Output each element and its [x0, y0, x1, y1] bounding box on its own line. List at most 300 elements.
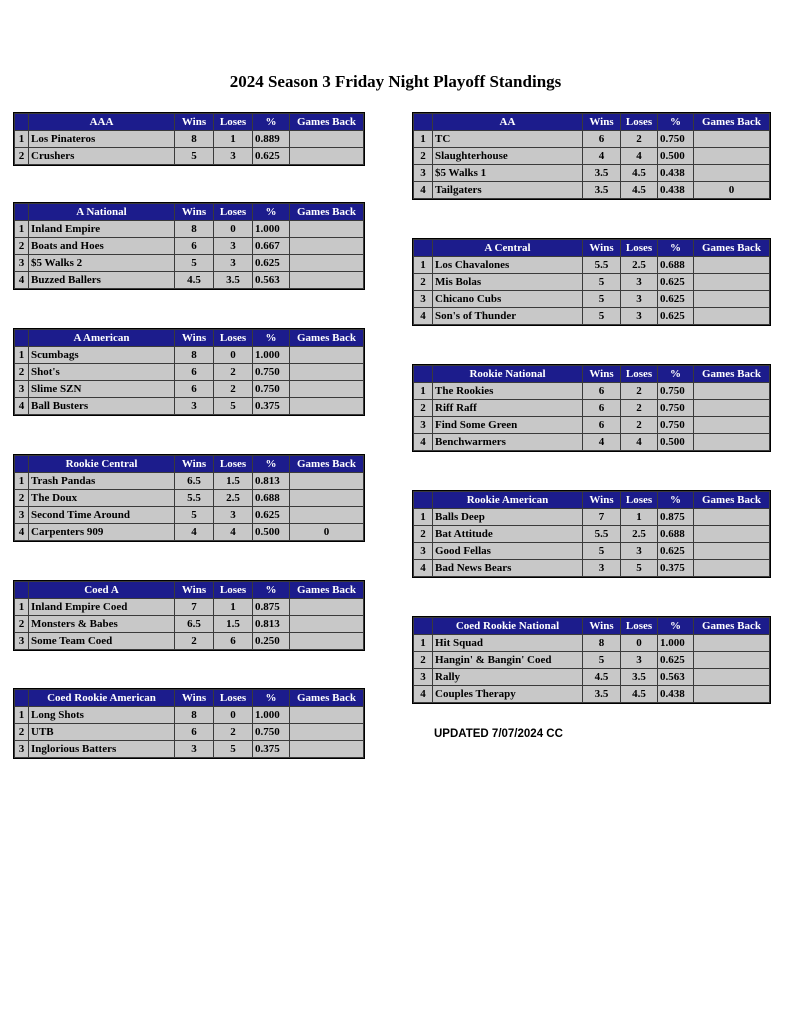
team-rank: 2: [15, 238, 29, 255]
loses-header: Loses: [621, 618, 658, 635]
team-games-back: [694, 165, 770, 182]
team-pct: 0.750: [658, 131, 694, 148]
team-rank: 3: [15, 741, 29, 758]
team-loses: 3.5: [621, 669, 658, 686]
team-loses: 2: [214, 724, 253, 741]
team-wins: 8: [175, 347, 214, 364]
division-name: A National: [29, 204, 175, 221]
team-pct: 0.563: [253, 272, 290, 289]
team-rank: 1: [414, 383, 433, 400]
division-name: Coed Rookie National: [433, 618, 583, 635]
team-games-back: [694, 257, 770, 274]
team-name: $5 Walks 1: [433, 165, 583, 182]
team-wins: 5: [583, 652, 621, 669]
team-name: Good Fellas: [433, 543, 583, 560]
table-row: [15, 473, 364, 490]
standings-table-aa: [413, 113, 770, 199]
team-rank: 3: [15, 381, 29, 398]
team-pct: 0.813: [253, 616, 290, 633]
team-name: Couples Therapy: [433, 686, 583, 703]
team-loses: 1: [621, 509, 658, 526]
team-wins: 5: [175, 507, 214, 524]
wins-header: Wins: [175, 582, 214, 599]
team-rank: 2: [15, 490, 29, 507]
table-row: [414, 257, 770, 274]
team-name: Some Team Coed: [29, 633, 175, 650]
team-pct: 0.813: [253, 473, 290, 490]
team-rank: 4: [414, 308, 433, 325]
division-name: A American: [29, 330, 175, 347]
team-rank: 2: [414, 400, 433, 417]
team-name: Slime SZN: [29, 381, 175, 398]
team-rank: 3: [15, 633, 29, 650]
games-back-header: Games Back: [290, 582, 364, 599]
team-games-back: [694, 652, 770, 669]
team-rank: 3: [414, 165, 433, 182]
team-loses: 4.5: [621, 165, 658, 182]
team-name: Chicano Cubs: [433, 291, 583, 308]
team-wins: 6: [175, 238, 214, 255]
team-pct: 0.500: [658, 148, 694, 165]
team-rank: 1: [414, 131, 433, 148]
team-loses: 2: [621, 131, 658, 148]
team-rank: 4: [15, 524, 29, 541]
table-header-row: [15, 690, 364, 707]
division-name: A Central: [433, 240, 583, 257]
team-games-back: [290, 347, 364, 364]
standings-table-rookie-american: [413, 491, 770, 577]
games-back-header: Games Back: [290, 114, 364, 131]
loses-header: Loses: [214, 330, 253, 347]
division-name: Coed Rookie American: [29, 690, 175, 707]
team-wins: 6: [175, 364, 214, 381]
table-row: [414, 131, 770, 148]
team-games-back: [290, 724, 364, 741]
loses-header: Loses: [621, 366, 658, 383]
team-games-back: [694, 383, 770, 400]
team-games-back: [290, 238, 364, 255]
team-pct: 0.438: [658, 182, 694, 199]
team-name: Tailgaters: [433, 182, 583, 199]
team-pct: 0.500: [658, 434, 694, 451]
team-name: Slaughterhouse: [433, 148, 583, 165]
team-games-back: [694, 509, 770, 526]
table-row: [414, 182, 770, 199]
team-wins: 3.5: [583, 182, 621, 199]
table-row: [414, 669, 770, 686]
table-row: [414, 635, 770, 652]
team-name: Inland Empire Coed: [29, 599, 175, 616]
table-header-row: [15, 582, 364, 599]
team-games-back: [290, 398, 364, 415]
team-name: Shot's: [29, 364, 175, 381]
loses-header: Loses: [214, 582, 253, 599]
team-name: Trash Pandas: [29, 473, 175, 490]
team-loses: 3: [214, 238, 253, 255]
team-games-back: [290, 599, 364, 616]
division-name: Coed A: [29, 582, 175, 599]
table-header-row: [15, 114, 364, 131]
team-name: The Doux: [29, 490, 175, 507]
team-games-back: [290, 616, 364, 633]
team-loses: 3: [214, 507, 253, 524]
team-games-back: 0: [290, 524, 364, 541]
games-back-header: Games Back: [694, 240, 770, 257]
team-rank: 1: [15, 473, 29, 490]
team-loses: 3: [621, 308, 658, 325]
table-row: [15, 272, 364, 289]
pct-header: %: [253, 582, 290, 599]
team-games-back: [290, 221, 364, 238]
team-name: Benchwarmers: [433, 434, 583, 451]
team-loses: 4: [621, 434, 658, 451]
team-loses: 3: [214, 148, 253, 165]
team-pct: 0.625: [658, 308, 694, 325]
division-name: AA: [433, 114, 583, 131]
table-row: [15, 347, 364, 364]
wins-header: Wins: [583, 492, 621, 509]
team-wins: 5.5: [175, 490, 214, 507]
team-name: Hangin' & Bangin' Coed: [433, 652, 583, 669]
team-games-back: [694, 308, 770, 325]
pct-header: %: [658, 618, 694, 635]
wins-header: Wins: [583, 240, 621, 257]
team-rank: 4: [15, 398, 29, 415]
team-name: Inglorious Batters: [29, 741, 175, 758]
wins-header: Wins: [175, 114, 214, 131]
team-wins: 8: [175, 707, 214, 724]
loses-header: Loses: [621, 492, 658, 509]
team-name: Son's of Thunder: [433, 308, 583, 325]
team-loses: 0: [214, 221, 253, 238]
wins-header: Wins: [583, 114, 621, 131]
team-pct: 0.563: [658, 669, 694, 686]
team-games-back: [694, 131, 770, 148]
team-games-back: [694, 291, 770, 308]
team-loses: 5: [621, 560, 658, 577]
team-loses: 3: [621, 291, 658, 308]
team-loses: 1: [214, 599, 253, 616]
team-games-back: 0: [694, 182, 770, 199]
games-back-header: Games Back: [694, 114, 770, 131]
loses-header: Loses: [214, 114, 253, 131]
team-pct: 0.375: [253, 398, 290, 415]
standings-table-a-central: [413, 239, 770, 325]
team-games-back: [694, 686, 770, 703]
table-row: [15, 599, 364, 616]
team-pct: 0.750: [253, 724, 290, 741]
table-header-row: [414, 240, 770, 257]
standings-table-coed-rookie-american: [14, 689, 364, 758]
team-pct: 0.750: [253, 364, 290, 381]
table-row: [15, 364, 364, 381]
team-name: TC: [433, 131, 583, 148]
wins-header: Wins: [175, 204, 214, 221]
team-wins: 5.5: [583, 257, 621, 274]
team-rank: 1: [15, 347, 29, 364]
division-name: Rookie Central: [29, 456, 175, 473]
team-rank: 2: [414, 652, 433, 669]
team-loses: 2: [621, 400, 658, 417]
table-header-row: [414, 492, 770, 509]
team-rank: 2: [414, 526, 433, 543]
table-row: [15, 255, 364, 272]
division-name: AAA: [29, 114, 175, 131]
team-rank: 1: [15, 221, 29, 238]
team-wins: 8: [175, 221, 214, 238]
team-wins: 6.5: [175, 473, 214, 490]
team-loses: 3: [621, 274, 658, 291]
team-wins: 3: [583, 560, 621, 577]
team-loses: 1.5: [214, 616, 253, 633]
team-pct: 0.625: [658, 291, 694, 308]
table-row: [15, 724, 364, 741]
team-loses: 2.5: [621, 257, 658, 274]
table-header-row: [15, 456, 364, 473]
team-wins: 7: [175, 599, 214, 616]
team-loses: 5: [214, 398, 253, 415]
team-wins: 5: [583, 274, 621, 291]
pct-header: %: [253, 456, 290, 473]
table-row: [15, 131, 364, 148]
team-rank: 3: [414, 291, 433, 308]
team-name: UTB: [29, 724, 175, 741]
team-loses: 3.5: [214, 272, 253, 289]
team-name: Crushers: [29, 148, 175, 165]
team-rank: 3: [414, 669, 433, 686]
team-rank: 4: [15, 272, 29, 289]
pct-header: %: [253, 114, 290, 131]
loses-header: Loses: [621, 114, 658, 131]
team-wins: 8: [583, 635, 621, 652]
team-wins: 3.5: [583, 686, 621, 703]
team-games-back: [290, 490, 364, 507]
team-name: Mis Bolas: [433, 274, 583, 291]
team-name: Carpenters 909: [29, 524, 175, 541]
table-row: [15, 741, 364, 758]
team-rank: 3: [414, 417, 433, 434]
games-back-header: Games Back: [694, 366, 770, 383]
team-pct: 0.625: [658, 274, 694, 291]
team-name: Second Time Around: [29, 507, 175, 524]
team-rank: 1: [15, 599, 29, 616]
team-rank: 2: [15, 364, 29, 381]
team-loses: 2: [621, 417, 658, 434]
team-name: Bat Attitude: [433, 526, 583, 543]
team-pct: 0.750: [658, 383, 694, 400]
table-row: [15, 616, 364, 633]
team-wins: 3: [175, 741, 214, 758]
table-row: [15, 221, 364, 238]
team-rank: 4: [414, 182, 433, 199]
team-games-back: [290, 507, 364, 524]
team-rank: 3: [15, 255, 29, 272]
team-rank: 1: [414, 635, 433, 652]
team-pct: 0.875: [658, 509, 694, 526]
team-name: Bad News Bears: [433, 560, 583, 577]
pct-header: %: [253, 204, 290, 221]
team-pct: 0.625: [253, 255, 290, 272]
team-wins: 8: [175, 131, 214, 148]
team-pct: 0.875: [253, 599, 290, 616]
team-loses: 4.5: [621, 182, 658, 199]
team-rank: 2: [15, 616, 29, 633]
team-name: Monsters & Babes: [29, 616, 175, 633]
team-wins: 5: [583, 291, 621, 308]
team-pct: 0.688: [658, 526, 694, 543]
table-row: [15, 381, 364, 398]
team-name: Rally: [433, 669, 583, 686]
standings-table-coed-rookie-national: [413, 617, 770, 703]
table-row: [15, 238, 364, 255]
team-wins: 6: [583, 400, 621, 417]
team-loses: 4.5: [621, 686, 658, 703]
table-row: [414, 274, 770, 291]
team-loses: 0: [214, 707, 253, 724]
team-name: Boats and Hoes: [29, 238, 175, 255]
team-loses: 3: [621, 543, 658, 560]
team-wins: 3: [175, 398, 214, 415]
team-rank: 2: [414, 274, 433, 291]
team-pct: 0.438: [658, 686, 694, 703]
team-pct: 0.889: [253, 131, 290, 148]
team-games-back: [694, 526, 770, 543]
team-games-back: [290, 272, 364, 289]
team-games-back: [694, 543, 770, 560]
team-name: $5 Walks 2: [29, 255, 175, 272]
team-pct: 0.375: [253, 741, 290, 758]
team-games-back: [290, 255, 364, 272]
team-rank: 1: [414, 257, 433, 274]
table-row: [15, 707, 364, 724]
standings-table-rookie-central: [14, 455, 364, 541]
team-games-back: [290, 381, 364, 398]
games-back-header: Games Back: [290, 330, 364, 347]
team-pct: 0.625: [658, 543, 694, 560]
team-pct: 0.625: [253, 148, 290, 165]
loses-header: Loses: [214, 204, 253, 221]
games-back-header: Games Back: [290, 456, 364, 473]
team-rank: 4: [414, 560, 433, 577]
table-row: [414, 148, 770, 165]
table-row: [414, 686, 770, 703]
wins-header: Wins: [583, 366, 621, 383]
table-header-row: [15, 330, 364, 347]
team-name: Inland Empire: [29, 221, 175, 238]
team-loses: 3: [214, 255, 253, 272]
team-loses: 5: [214, 741, 253, 758]
team-name: Hit Squad: [433, 635, 583, 652]
team-wins: 5: [583, 308, 621, 325]
standings-table-a-american: [14, 329, 364, 415]
pct-header: %: [253, 690, 290, 707]
loses-header: Loses: [621, 240, 658, 257]
team-wins: 4: [583, 148, 621, 165]
pct-header: %: [658, 240, 694, 257]
team-pct: 0.688: [253, 490, 290, 507]
team-loses: 0: [621, 635, 658, 652]
team-rank: 4: [414, 434, 433, 451]
team-pct: 0.750: [658, 417, 694, 434]
team-games-back: [694, 274, 770, 291]
team-loses: 4: [214, 524, 253, 541]
team-games-back: [694, 148, 770, 165]
team-rank: 2: [414, 148, 433, 165]
team-name: The Rookies: [433, 383, 583, 400]
team-games-back: [694, 400, 770, 417]
team-pct: 0.500: [253, 524, 290, 541]
team-wins: 5: [583, 543, 621, 560]
pct-header: %: [658, 492, 694, 509]
team-pct: 1.000: [253, 347, 290, 364]
wins-header: Wins: [175, 690, 214, 707]
loses-header: Loses: [214, 690, 253, 707]
team-games-back: [290, 148, 364, 165]
team-games-back: [290, 364, 364, 381]
team-loses: 2.5: [621, 526, 658, 543]
team-pct: 0.667: [253, 238, 290, 255]
team-loses: 4: [621, 148, 658, 165]
team-pct: 0.438: [658, 165, 694, 182]
table-row: [414, 400, 770, 417]
wins-header: Wins: [583, 618, 621, 635]
team-wins: 4.5: [583, 669, 621, 686]
team-pct: 0.750: [658, 400, 694, 417]
team-wins: 4: [583, 434, 621, 451]
table-row: [15, 148, 364, 165]
games-back-header: Games Back: [290, 204, 364, 221]
wins-header: Wins: [175, 330, 214, 347]
table-row: [15, 490, 364, 507]
team-loses: 0: [214, 347, 253, 364]
team-rank: 1: [15, 131, 29, 148]
standings-table-aaa: [14, 113, 364, 165]
games-back-header: Games Back: [694, 492, 770, 509]
table-row: [414, 417, 770, 434]
team-games-back: [290, 633, 364, 650]
team-games-back: [290, 473, 364, 490]
team-games-back: [290, 131, 364, 148]
team-pct: 1.000: [253, 707, 290, 724]
team-wins: 4: [175, 524, 214, 541]
team-games-back: [694, 635, 770, 652]
team-pct: 1.000: [253, 221, 290, 238]
team-name: Los Chavalones: [433, 257, 583, 274]
team-rank: 1: [15, 707, 29, 724]
table-header-row: [414, 618, 770, 635]
team-name: Los Pinateros: [29, 131, 175, 148]
team-wins: 6: [583, 131, 621, 148]
table-row: [414, 434, 770, 451]
table-row: [414, 526, 770, 543]
updated-note: UPDATED 7/07/2024 CC: [434, 728, 563, 740]
table-header-row: [414, 114, 770, 131]
table-row: [414, 509, 770, 526]
games-back-header: Games Back: [694, 618, 770, 635]
team-loses: 1: [214, 131, 253, 148]
table-row: [414, 560, 770, 577]
loses-header: Loses: [214, 456, 253, 473]
team-wins: 6: [583, 417, 621, 434]
team-wins: 5: [175, 255, 214, 272]
team-name: Riff Raff: [433, 400, 583, 417]
team-pct: 1.000: [658, 635, 694, 652]
team-rank: 2: [15, 724, 29, 741]
team-pct: 0.750: [253, 381, 290, 398]
team-wins: 6: [583, 383, 621, 400]
standings-table-rookie-national: [413, 365, 770, 451]
team-name: Ball Busters: [29, 398, 175, 415]
